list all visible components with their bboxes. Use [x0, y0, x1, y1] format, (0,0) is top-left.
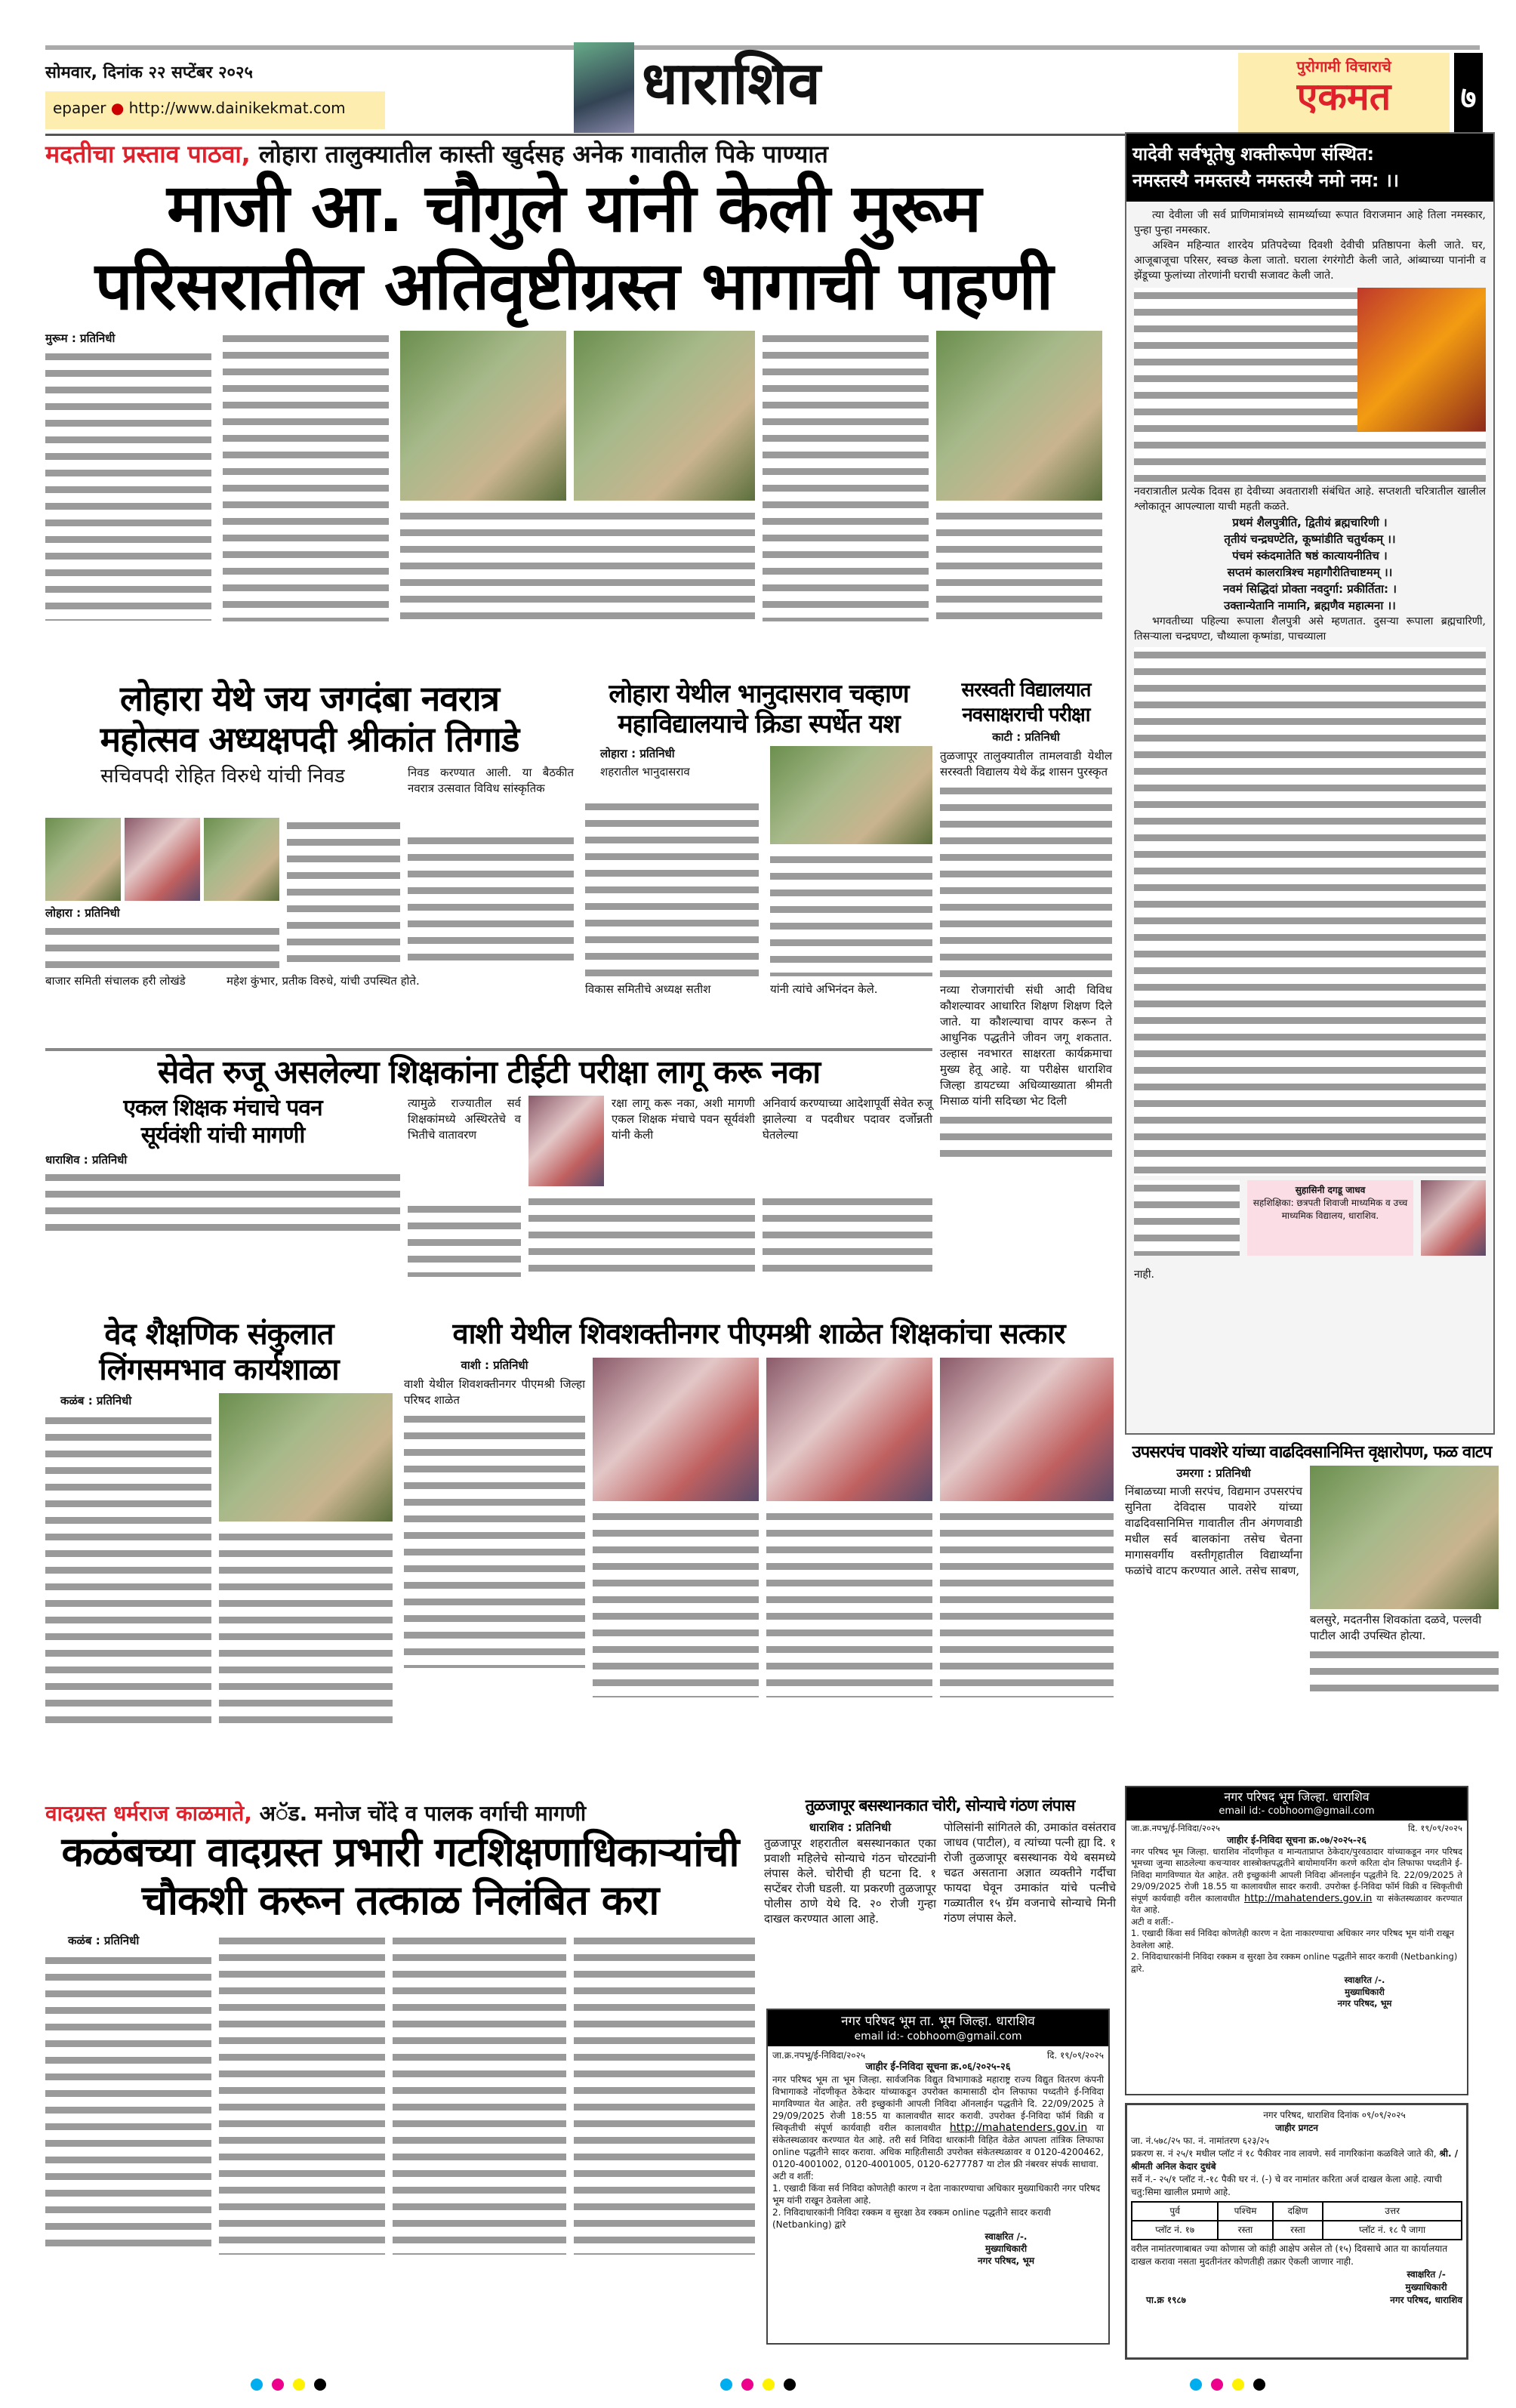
lead-body [45, 331, 1102, 625]
vashi-dateline: वाशी : प्रतिनिधी [461, 1358, 528, 1372]
sports-headline-1: लोहारा येथील भानुदासराव चव्हाण [609, 679, 909, 709]
ved-dateline: कळंब : प्रतिनिधी [60, 1393, 132, 1407]
navratri-para-4: भगवतीच्या पहिल्या रूपाला शैलपुत्री असे म्हणतात. दुसऱ्या रूपाला ब्रह्मचारिणी, तिसऱ्याला चन्द्रघण्टा, चौथ्याला कृष्मांडा, पाचव्याला [1134, 615, 1486, 643]
tender-term-1: 1. एखादी किंवा सर्व निविदा कोणतेही कारण न देता नाकारण्याचा अधिकार नगर परिषद भूम यांनी राखून ठेवलेला आहे. [1131, 1928, 1455, 1950]
lead-story [45, 140, 1102, 625]
tet-headline: सेवेत रुजू असलेल्या शिक्षकांना टीईटी परीक्षा लागू करू नका [157, 1053, 821, 1090]
tet-story [45, 1054, 932, 1284]
tender-term-2: 2. निविदाधारकांनी निविदा रक्कम व सुरक्षा ठेव रक्कम online पद्धतीने सादर करावी (Netbanking) द्वारे. [1131, 1951, 1458, 1974]
navratri-closing: नाही. [1134, 1268, 1154, 1281]
lead-kicker-text: लोहारा तालुक्यातील कास्ती खुर्दसह अनेक गावातील पिके पाण्यात [258, 140, 828, 168]
tender-sign: स्वाक्षरित /-. [1344, 1975, 1385, 1986]
lead-photo-1 [400, 331, 566, 501]
navratri-para-3: नवरात्रातील प्रत्येक दिवस हा देवीच्या अवताराशी संबंधित आहे. सप्तशती चरित्रातील खालील श्लोकातून आपल्याला याची महती कळते. [1134, 485, 1486, 513]
tender-header [1126, 1787, 1467, 1821]
kalamb-text [219, 1933, 385, 2255]
lead-text-col-5 [936, 508, 1102, 621]
lead-text-col-3 [400, 508, 755, 621]
ved-headline-2: लिंगसमभाव कार्यशाळा [99, 1352, 339, 1387]
navratra-text [287, 818, 400, 969]
vashi-photo-2 [766, 1358, 932, 1501]
tender-sign: नगर परिषद, भूम [978, 2255, 1034, 2267]
author-box [1134, 1180, 1486, 1267]
navratri-text-block [1134, 647, 1486, 1176]
tet-text [45, 1170, 400, 1236]
tender-sign: स्वाक्षरित /-. [984, 2231, 1028, 2243]
table-header: दक्षिण [1273, 2202, 1323, 2221]
vashi-photo-1 [593, 1358, 759, 1501]
tender-term-2: 2. निविदाधारकांनी निविदा रक्कम व सुरक्षा ठेव रक्कम online पद्धतीने सादर करावी (Netbanking) द्वारे [772, 2207, 1051, 2231]
sports-photo [770, 746, 932, 844]
tender-body-2: या संकेतस्थळावर करण्यात येत आहे. [1131, 1892, 1463, 1916]
navratri-para-2: अश्विन महिन्यात शारदेय प्रतिपदेच्या दिवशी देवीची प्रतिष्ठापना केली जाते. घर, आजूबाजूचा परिसर, स्वच्छ केला जातो. घराला रंगरंगोटी केली जाते, आंब्याच्या पानांनी व झेंडूच्या फुलांच्या तोरणांनी घराची सजावट केली जाते. [1134, 239, 1486, 282]
navratri-title [1126, 134, 1493, 202]
navratra-tail-2: महेश कुंभार, प्रतीक विरुधे, यांची उपस्थित होते. [226, 974, 420, 988]
lead-headline-2: परिसरातील अतिवृष्टीग्रस्त भागाची पाहणी [94, 246, 1053, 325]
divider [45, 1048, 932, 1051]
kalamb-dateline: कळंब : प्रतिनिधी [68, 1933, 140, 1947]
tree-story [1125, 1444, 1499, 1697]
tender-body: नगर परिषद भूम जिल्हा. धाराशिव नोंदणीकृत व मान्यताप्राप्त ठेकेदार/पुरवठादार यांच्याकडून नगर परिषद भूमच्या जुन्या साठलेल्या कचऱ्यावर शास्त्रोक्तपद्धतीने बायोमायनिंग करणे करिता दोन लिफाफा पध्दतीने ई-निविदा मागविण्यात येत आहेत. तरी इच्छुकांनी आपली निविदा ऑनलाईन पद्धतीने दि. 22/09/2025 ते 29/09/2025 रोजी 18.55 या कालावधील सादर करावी. उपरोक्त ई-निविदा फॉर्म विक्री व स्विकृतीची संपूर्ण कार्यवाही वरील कालावधीत [1131, 1845, 1462, 1904]
navratra-headline-1: लोहारा येथे जय जगदंबा नवरात्र [120, 678, 499, 719]
saraswati-story [940, 680, 1112, 1162]
author-name: सुहासिनी दगडू जाधव [1295, 1184, 1366, 1195]
navratra-headline-2: महोत्सव अध्यक्षपदी श्रीकांत तिगाडे [100, 718, 519, 760]
brand-tagline: पुरोगामी विचाराचे [1296, 57, 1391, 76]
ved-headline-1: वेद शैक्षणिक संकुलात [104, 1317, 334, 1352]
ved-story [45, 1318, 393, 1748]
navratra-subheadline: सचिवपदी रोहित विरुधे यांची निवड [100, 765, 345, 788]
brand-logo [1238, 53, 1450, 134]
notice-header: नगर परिषद, धाराशिव दिनांक ०९/०९/२०२५ [1263, 2110, 1406, 2120]
ved-text [45, 1413, 211, 1730]
navratri-title-1: यादेवी सर्वभूतेषु शक्तीरूपेण संस्थित: [1132, 143, 1375, 165]
sports-tail-2: यांनी त्यांचे अभिनंदन केले. [770, 982, 878, 997]
tender-org: नगर परिषद भूम ता. भूम जिल्हा. धाराशिव [841, 2014, 1035, 2029]
saraswati-snippet: तुळजापूर तालुक्यातील तामलवाडी येथील सरस्वती विद्यालय येथे केंद्र शासन पुरस्कृत [940, 749, 1112, 779]
navratra-photo-1 [45, 818, 121, 901]
edition-logo-image [574, 42, 634, 133]
tet-text [528, 1194, 755, 1277]
lead-photo-2 [574, 331, 755, 501]
vashi-story [404, 1318, 1114, 1713]
tender-url-link[interactable]: http://mahatenders.gov.in [1244, 1892, 1373, 1904]
lead-dateline: मुरूम : प्रतिनिधी [45, 331, 116, 346]
tet-subheadline-2: सूर्यवंशी यांची मागणी [140, 1121, 305, 1149]
shloka-line: प्रथमं शैलपुत्रीति, द्वितीयं ब्रह्मचारिणी । [1232, 515, 1388, 529]
tender-ref: जा.क्र.नपभू/ई-निविदा/२०२५ [772, 2050, 866, 2061]
kalamb-story [45, 1801, 755, 2265]
tuljapur-story [764, 1797, 1116, 1926]
tender-email[interactable]: email id:- cobhoom@gmail.com [854, 2030, 1022, 2043]
tender-org: नगर परिषद भूम जिल्हा. धाराशिव [1224, 1790, 1370, 1804]
issue-date: सोमवार, दिनांक २२ सप्टेंबर २०२५ [45, 63, 253, 82]
tuljapur-dateline: धाराशिव : प्रतिनिधी [809, 1820, 892, 1834]
tuljapur-headline: तुळजापूर बसस्थानकात चोरी, सोन्याचे गंठण लंपास [805, 1796, 1075, 1814]
vashi-text [593, 1509, 759, 1697]
table-header: पश्चिम [1218, 2202, 1272, 2221]
public-notice [1125, 2103, 1468, 2360]
shloka-line: तृतीयं चन्द्रघण्टेति, कूष्मांडीति चतुर्थकम् ।। [1224, 532, 1396, 546]
edition-title: धाराशिव [642, 50, 821, 118]
tender-sign: मुख्याधिकारी [984, 2243, 1028, 2255]
tree-photo [1310, 1466, 1499, 1609]
table-header: उत्तर [1323, 2202, 1462, 2221]
sports-text [585, 799, 759, 976]
saraswati-headline-1: सरस्वती विद्यालयात [961, 679, 1091, 701]
tree-caption: बलसुरे, मदतनीस शिवकांता दळवे, पल्लवी पाटील आदी उपस्थित होत्या. [1310, 1612, 1482, 1642]
author-role: सहशिक्षिका: छत्रपती शिवाजी माध्यमिक व उच्च माध्यमिक विद्यालय, धाराशिव. [1253, 1197, 1408, 1221]
tender-sign: मुख्याधिकारी [1345, 1986, 1385, 1997]
ved-text [219, 1529, 393, 1730]
lead-text-col-2 [223, 331, 389, 621]
boundary-table [1131, 2201, 1462, 2240]
vashi-text [404, 1411, 585, 1668]
tender-ref: जा.क्र.नपभू/ई-निविदा/२०२५ [1131, 1822, 1220, 1833]
kalamb-text [45, 1953, 211, 2255]
sports-tail-1: विकास समितीचे अध्यक्ष सतीश [585, 982, 711, 997]
lead-kicker [45, 140, 1102, 168]
notice-body-3: वरील नामांतरणाबाबत ज्या कोणास जो कांही आक्षेप असेल तो (१५) दिवसाचे आत या कार्यालयात दाखल करावा नसता मुदतीनंतर कोणतीही तक्रार ऐकली जाणार नाही. [1131, 2243, 1448, 2267]
shloka-line: सप्तमं कालरात्रिश्च महागौरीतिचाष्टमम् ।। [1227, 565, 1393, 579]
shloka-line: नवमं सिद्धिदां प्रोक्ता नवदुर्गा: प्रकीर्तिता: । [1223, 581, 1397, 596]
devi-image [1357, 288, 1486, 431]
navratra-photo-3 [204, 818, 279, 901]
navratra-snippet: निवड करण्यात आली. या बैठकीत नवरात्र उत्सवात विविध सांस्कृतिक [408, 766, 574, 796]
tender-email[interactable]: email id:- cobhoom@gmail.com [1219, 1805, 1375, 1817]
table-cell: रस्ता [1273, 2221, 1323, 2240]
lead-kicker-red: मदतीचा प्रस्ताव पाठवा, [45, 140, 251, 168]
kalamb-kicker-red: वादग्रस्त धर्मराज काळमाते, [45, 1801, 252, 1826]
epaper-label: epaper [53, 99, 106, 117]
tet-portrait [528, 1096, 604, 1186]
table-cell: रस्ता [1218, 2221, 1272, 2240]
tender-term-1: 1. एखादी किंवा सर्व निविदा कोणतेही कारण न देता नाकारण्याचा अधिकार मुख्याधिकारी नगर परिषद भूम यांनी राखून ठेवलेला आहे. [772, 2183, 1101, 2206]
tender-terms-title: अटी व शर्ती:- [1131, 1916, 1174, 1927]
masthead [45, 45, 1480, 136]
notice-sign: नगर परिषद, धाराशिव [1390, 2295, 1462, 2305]
navratri-intro: त्या देवीला जी सर्व प्राणिमात्रांमध्ये सामर्थ्याच्या रूपात विराजमान आहे तिला नमस्कार, पुन्हा पुन्हा नमस्कार. [1134, 208, 1486, 236]
color-registration-marks [0, 2379, 1516, 2394]
tender-notice-06 [766, 2009, 1110, 2345]
tuljapur-col-1: तुळजापूर शहरातील बसस्थानकात एका प्रवाशी महिलेचे सोन्याचे गंठन चोरट्यांनी लंपास केले. चोरीची ही घटना दि. १ सप्टेंबर रोजी घडली. या प्रकरणी तुळजापूर पोलीस ठाणे येथे दि. २० रोजी गुन्हा दाखल करण्यात आला आहे. [764, 1836, 936, 1925]
page-number: ७ [1454, 53, 1483, 134]
tree-snippet: निंबाळच्या माजी सरपंच, विद्यमान उपसरपंच सुनिता देविदास पावशेरे यांच्या वाढदिवसानिमित्त गावातील तीन अंगणवाडी मधील सर्व बालकांना तसेच चेतना मागासवर्गीय वस्तीगृहातील विद्यार्थ्यांना फळांचे वाटप करण्यात आले. तसेच साबण, [1125, 1484, 1302, 1577]
shloka-line: उक्तान्येतानि नामानि, ब्रह्मणैव महात्मना ।। [1224, 598, 1396, 612]
notice-pa-no: पा.क्र १९८७ [1146, 2295, 1186, 2305]
sports-story [585, 680, 932, 1003]
tender-title: जाहीर ई-निविदा सूचना क्र.०७/२०२५-२६ [1227, 1834, 1367, 1846]
table-cell: प्लॉट नं. १७ [1132, 2221, 1218, 2240]
epaper-banner[interactable] [45, 91, 385, 129]
kalamb-kicker [45, 1801, 755, 1827]
notice-name: श्री. /श्रीमती अनिल केदार दुधंबे [1131, 2148, 1459, 2172]
tender-body-2: या संकेतस्थळावर करण्यात येत आहे. तरी सर्व निविदा धारकांनी विहित वेळेत आपला तांत्रिक लिफाफा online पद्धतीने सादर करावा. अधिक माहितीसाठी उपरोक्त संकेतस्थळावर व 0120-4200462, 0120-4001002, 0120-4001005, 0120-6277787 या टोल फ्री नंबरवर संपर्क साधावा. [772, 2123, 1104, 2170]
ved-photo [219, 1393, 393, 1522]
notice-sign: मुख्याधिकारी [1405, 2282, 1447, 2292]
vashi-snippet: वाशी येथील शिवशक्तीनगर पीएमश्री जिल्हा परिषद शाळेत [404, 1377, 585, 1407]
author-photo [1421, 1180, 1486, 1256]
navratra-text [45, 923, 279, 969]
sports-text [770, 852, 932, 976]
vashi-headline: वाशी येथील शिवशक्तीनगर पीएमश्री शाळेत शिक्षकांचा सत्कार [452, 1317, 1065, 1350]
tuljapur-col-2: पोलिसांनी सांगितले की, उमाकांत वसंतराव जाधव (पाटील), व त्यांच्या पत्नी ह्या दि. १ रोजी तुळजापूर बसस्थानक येथे बसमध्ये चढत असताना अज्ञात व्यक्तीने गर्दीचा फायदा घेवून उमाकांत यांचे पत्नीचे गळ्यातील १५ ग्रॅम वजनाचे सोन्याचे मिनी गंठण लंपास केले. [944, 1820, 1116, 1925]
saraswati-dateline: काटी : प्रतिनिधी [992, 730, 1060, 745]
kalamb-kicker-text: अॅड. मनोज चोंदे व पालक वर्गाची मागणी [259, 1801, 587, 1826]
kalamb-text [393, 1933, 566, 2255]
navratra-tail-1: बाजार समिती संचालक हरी लोखंडे [45, 974, 186, 988]
lead-text-col-4 [763, 331, 929, 621]
navratra-photo-2 [125, 818, 200, 901]
lead-text-col-1 [45, 349, 211, 621]
sports-dateline: लोहारा : प्रतिनिधी [600, 747, 675, 761]
navratra-story [45, 680, 574, 1007]
tender-body: नगर परिषद भूम ता भूम जिल्हा. सार्वजनिक विद्युत विभागाकडे महाराष्ट्र राज्य विद्युत वितरण कंपनी विभागाकडे नोंदणीकृत ठेकेदार यांच्याकडून उपरोक्त कामासाठी दोन लिफाफा पध्दतीने ई-निविदा मागविण्यात येत आहेत. तरी इच्छुकांनी आपली निविदा ऑनलाईन पद्धतीने दि. 22/09/2025 ते 29/09/2025 रोजी 18:55 या कालावधीत सादर करावी. उपरोक्त ई-निविदा फॉर्म विक्री व स्विकृतीची संपूर्ण कार्यवाही वरील कालावधीत [772, 2074, 1104, 2134]
vashi-text [766, 1509, 932, 1697]
tender-date: दि. १९/०९/२०२५ [1046, 2050, 1104, 2061]
tender-date: दि. १९/०९/२०२५ [1408, 1822, 1462, 1833]
table-cell: प्लॉट नं. १८ पै जागा [1323, 2221, 1462, 2240]
tet-text [408, 1201, 521, 1277]
kalamb-headline-1: कळंबच्या वादग्रस्त प्रभारी गटशिक्षणाधिकाऱ्यांची [61, 1827, 739, 1876]
tet-snippet-1: त्यामुळे राज्यातील सर्व शिक्षकांमध्ये अस्थिरतेचे व भितीचे वातावरण [408, 1096, 521, 1142]
tet-subheadline-1: एकल शिक्षक मंचाचे पवन [123, 1095, 322, 1122]
tender-sign: नगर परिषद, भूम [1337, 1998, 1392, 2009]
navratri-title-2: नमस्तस्यै नमस्तस्यै नमस्तस्यै नमो नम: ।। [1132, 169, 1399, 191]
brand-name: एकमत [1296, 75, 1391, 119]
tender-url-link[interactable]: http://mahatenders.gov.in [949, 2122, 1088, 2135]
epaper-url[interactable]: http://www.dainikekmat.com [128, 99, 346, 117]
sports-snippet: शहरातील भानुदासराव [600, 765, 690, 779]
tender-header [768, 2010, 1108, 2046]
lead-headline-1: माजी आ. चौगुले यांनी केली मुरूम [166, 169, 981, 248]
navratra-dateline: लोहारा : प्रतिनिधी [45, 906, 120, 920]
tree-text [1310, 1647, 1499, 1697]
notice-sign: स्वाक्षरित /- [1407, 2269, 1446, 2280]
table-header: पुर्व [1132, 2202, 1218, 2221]
saraswati-headline-2: नवसाक्षराची परीक्षा [962, 704, 1090, 727]
notice-ref: जा. नं.५७८/२५ फा. नं. नामांतरण ६२३/२५ [1131, 2135, 1269, 2146]
globe-icon: ● [110, 99, 125, 117]
vashi-photo-3 [940, 1358, 1114, 1501]
vashi-text [940, 1509, 1114, 1697]
tet-snippet-2: रक्षा लागू करू नका, अशी मागणी एकल शिक्षक मंचाचे पवन सूर्यवंशी यांनी केली [612, 1096, 755, 1142]
kalamb-text [574, 1933, 755, 2255]
tet-snippet-3: अनिवार्य करण्याच्या आदेशापूर्वी सेवेत रुजू झालेल्या व पदवीधर पदावर दर्जोन्नती घेतलेल्या [763, 1096, 932, 1142]
notice-body-1: प्रकरण स. नं २५/१ मधील प्लॉट नं १८ पैकीवर नाव लावणे. सर्व नागरिकांना कळविले जाते की, [1131, 2148, 1437, 2159]
notice-body-2: सर्वे नं.- २५/१ प्लॉट नं.-१८ पैकी घर नं. (-) चे वर नामांतर करिता अर्ज दाखल केला आहे. त्याची चतु:सिमा खालील प्रमाणे आहे. [1131, 2174, 1442, 2197]
navratri-column [1125, 132, 1495, 1435]
shloka-line: पंचमं स्कंदमातेति षष्ठं कात्यायनीतिच । [1232, 548, 1388, 563]
tet-text [763, 1194, 932, 1277]
tender-terms-title: अटी व शर्ती: [772, 2171, 814, 2182]
notice-title: जाहीर प्रगटन [1275, 2123, 1318, 2133]
tender-title: जाहीर ई-निविदा सूचना क्र.०६/२०२५-२६ [865, 2061, 1011, 2073]
saraswati-text [940, 783, 1112, 979]
kalamb-headline-2: चौकशी करून तत्काळ निलंबित करा [141, 1876, 659, 1925]
tree-headline: उपसरपंच पावशेरे यांच्या वाढदिवसानिमित्त वृक्षारोपण, फळ वाटप [1132, 1443, 1492, 1462]
lead-photo-3 [936, 331, 1102, 501]
saraswati-text [940, 1112, 1112, 1162]
sports-headline-2: महाविद्यालयाचे क्रिडा स्पर्धेत यश [618, 709, 900, 740]
shloka [1134, 514, 1486, 614]
navratra-text [408, 833, 574, 969]
tree-dateline: उमरगा : प्रतिनिधी [1176, 1466, 1251, 1480]
tet-dateline: धाराशिव : प्रतिनिधी [45, 1153, 128, 1167]
tender-notice-07 [1125, 1786, 1468, 2095]
saraswati-snippet-2: नव्या रोजगारांची संधी आदी विविध कौशल्यावर आधारित शिक्षण शिक्षण दिले जाते. या कौशल्याचा वापर करून ते आधुनिक पद्धतीने जीवन जगू शकतात. उल्हास नवभारत साक्षरता कार्यक्रमाचा मुख्य हेतू आहे. या परीक्षेस धाराशिव जिल्हा डायटच्या अधिव्याख्याता श्रीमती मिसाळ यांनी सदिच्छा भेट दिली [940, 983, 1112, 1108]
